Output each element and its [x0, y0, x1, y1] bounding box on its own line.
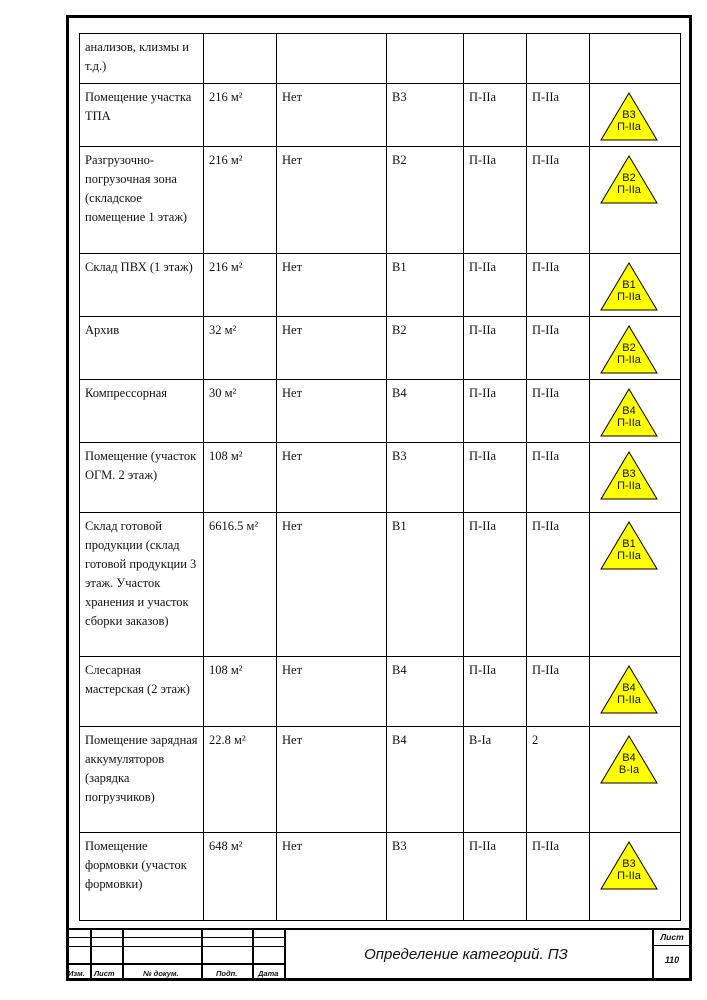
marking-zone-class: В-Ia — [618, 764, 640, 776]
zone-class-cell: П-IIa — [464, 513, 527, 657]
zone-class-cell: П-IIa — [464, 443, 527, 513]
presence-cell: Нет — [277, 254, 387, 317]
category-cell: В3 — [387, 443, 464, 513]
zone-class-cell: П-IIa — [464, 833, 527, 921]
table-row — [80, 254, 681, 317]
zone-class-2-cell: П-IIa — [527, 380, 590, 443]
table-row — [80, 317, 681, 380]
presence-cell: Нет — [277, 84, 387, 147]
area-cell: 216 м² — [204, 254, 277, 317]
marking-cell — [590, 513, 681, 657]
sheet-number: 110 — [664, 955, 680, 965]
col-sign-label: Подп. — [216, 969, 238, 978]
category-marking-sign — [599, 325, 659, 375]
zone-class-2-cell: П-IIa — [527, 84, 590, 147]
zone-class-2-cell: П-IIa — [527, 833, 590, 921]
marking-cell — [590, 147, 681, 254]
presence-cell: Нет — [277, 380, 387, 443]
presence-cell — [277, 34, 387, 84]
marking-zone-class: П-IIa — [617, 354, 641, 366]
marking-category: В1 — [622, 538, 636, 550]
table-row — [80, 34, 681, 84]
col-izm-label: Изм. — [68, 969, 85, 978]
table-row — [80, 147, 681, 254]
marking-category: В4 — [622, 405, 636, 417]
room-name-cell: Склад ПВХ (1 этаж) — [80, 254, 204, 317]
zone-class-2-cell: П-IIa — [527, 254, 590, 317]
marking-cell — [590, 84, 681, 147]
marking-cell — [590, 34, 681, 84]
category-cell: В3 — [387, 833, 464, 921]
area-cell: 216 м² — [204, 147, 277, 254]
room-name-cell: анализов, клизмы и т.д.) — [80, 34, 204, 84]
document-title: Определение категорий. ПЗ — [364, 946, 568, 963]
marking-cell — [590, 317, 681, 380]
table-row — [80, 84, 681, 147]
category-cell: В1 — [387, 513, 464, 657]
marking-category: В3 — [622, 109, 636, 121]
marking-zone-class: П-IIa — [617, 480, 641, 492]
area-cell: 32 м² — [204, 317, 277, 380]
zone-class-cell: П-IIa — [464, 657, 527, 727]
marking-category: В4 — [622, 752, 636, 764]
marking-zone-class: П-IIa — [617, 694, 641, 706]
category-cell: В4 — [387, 380, 464, 443]
room-name-cell: Разгрузочно-погрузочная зона (складское помещение 1 этаж) — [80, 147, 204, 254]
room-name-cell: Помещение (участок ОГМ. 2 этаж) — [80, 443, 204, 513]
category-marking-sign — [599, 262, 659, 312]
area-cell: 108 м² — [204, 657, 277, 727]
marking-cell — [590, 657, 681, 727]
area-cell — [204, 34, 277, 84]
category-table — [79, 33, 681, 921]
zone-class-2-cell: П-IIa — [527, 443, 590, 513]
presence-cell: Нет — [277, 147, 387, 254]
room-name-cell: Помещение формовки (участок формовки) — [80, 833, 204, 921]
zone-class-2-cell: П-IIa — [527, 317, 590, 380]
marking-category: В3 — [622, 858, 636, 870]
presence-cell: Нет — [277, 513, 387, 657]
room-name-cell: Архив — [80, 317, 204, 380]
zone-class-2-cell: П-IIa — [527, 657, 590, 727]
presence-cell: Нет — [277, 443, 387, 513]
category-cell: В2 — [387, 147, 464, 254]
marking-category: В3 — [622, 468, 636, 480]
zone-class-cell: П-IIa — [464, 84, 527, 147]
marking-cell — [590, 833, 681, 921]
room-name-cell: Компрессорная — [80, 380, 204, 443]
marking-cell — [590, 254, 681, 317]
room-name-cell: Помещение участка ТПА — [80, 84, 204, 147]
marking-category: В1 — [622, 279, 636, 291]
category-marking-sign — [599, 92, 659, 142]
category-cell: В4 — [387, 727, 464, 833]
category-cell: В1 — [387, 254, 464, 317]
table-row — [80, 443, 681, 513]
zone-class-2-cell: П-IIa — [527, 513, 590, 657]
col-list-label: Лист — [94, 969, 115, 978]
area-cell: 648 м² — [204, 833, 277, 921]
zone-class-cell: П-IIa — [464, 147, 527, 254]
zone-class-cell: П-IIa — [464, 380, 527, 443]
table-row — [80, 657, 681, 727]
marking-zone-class: П-IIa — [617, 550, 641, 562]
category-cell — [387, 34, 464, 84]
marking-zone-class: П-IIa — [617, 291, 641, 303]
sheet-label: Лист — [660, 932, 684, 942]
table-row — [80, 833, 681, 921]
col-docnum-label: № докум. — [143, 969, 179, 978]
category-marking-sign — [599, 521, 659, 571]
category-marking-sign — [599, 155, 659, 205]
marking-zone-class: П-IIa — [617, 184, 641, 196]
marking-cell — [590, 380, 681, 443]
presence-cell: Нет — [277, 727, 387, 833]
title-block — [66, 928, 692, 981]
room-name-cell: Помещение зарядная аккумуляторов (зарядка погрузчиков) — [80, 727, 204, 833]
area-cell: 30 м² — [204, 380, 277, 443]
marking-cell — [590, 443, 681, 513]
area-cell: 6616.5 м² — [204, 513, 277, 657]
table-row — [80, 513, 681, 657]
presence-cell: Нет — [277, 833, 387, 921]
zone-class-cell: П-IIa — [464, 254, 527, 317]
zone-class-2-cell: 2 — [527, 727, 590, 833]
table-row — [80, 380, 681, 443]
zone-class-cell: В-Ia — [464, 727, 527, 833]
zone-class-cell: П-IIa — [464, 317, 527, 380]
category-cell: В4 — [387, 657, 464, 727]
marking-zone-class: П-IIa — [617, 121, 641, 133]
zone-class-2-cell — [527, 34, 590, 84]
presence-cell: Нет — [277, 657, 387, 727]
area-cell: 22.8 м² — [204, 727, 277, 833]
marking-category: В2 — [622, 342, 636, 354]
room-name-cell: Склад готовой продукции (склад готовой продукции 3 этаж. Участок хранения и участок сборки заказов) — [80, 513, 204, 657]
category-marking-sign — [599, 665, 659, 715]
room-name-cell: Слесарная мастерская (2 этаж) — [80, 657, 204, 727]
category-cell: В3 — [387, 84, 464, 147]
category-marking-sign — [599, 388, 659, 438]
area-cell: 216 м² — [204, 84, 277, 147]
marking-zone-class: П-IIa — [617, 417, 641, 429]
marking-cell — [590, 727, 681, 833]
presence-cell: Нет — [277, 317, 387, 380]
table-row — [80, 727, 681, 833]
marking-category: В4 — [622, 682, 636, 694]
col-date-label: Дата — [258, 969, 279, 978]
area-cell: 108 м² — [204, 443, 277, 513]
zone-class-cell — [464, 34, 527, 84]
category-cell: В2 — [387, 317, 464, 380]
category-marking-sign — [599, 735, 659, 785]
category-marking-sign — [599, 451, 659, 501]
category-marking-sign — [599, 841, 659, 891]
zone-class-2-cell: П-IIa — [527, 147, 590, 254]
marking-zone-class: П-IIa — [617, 870, 641, 882]
marking-category: В2 — [622, 172, 636, 184]
